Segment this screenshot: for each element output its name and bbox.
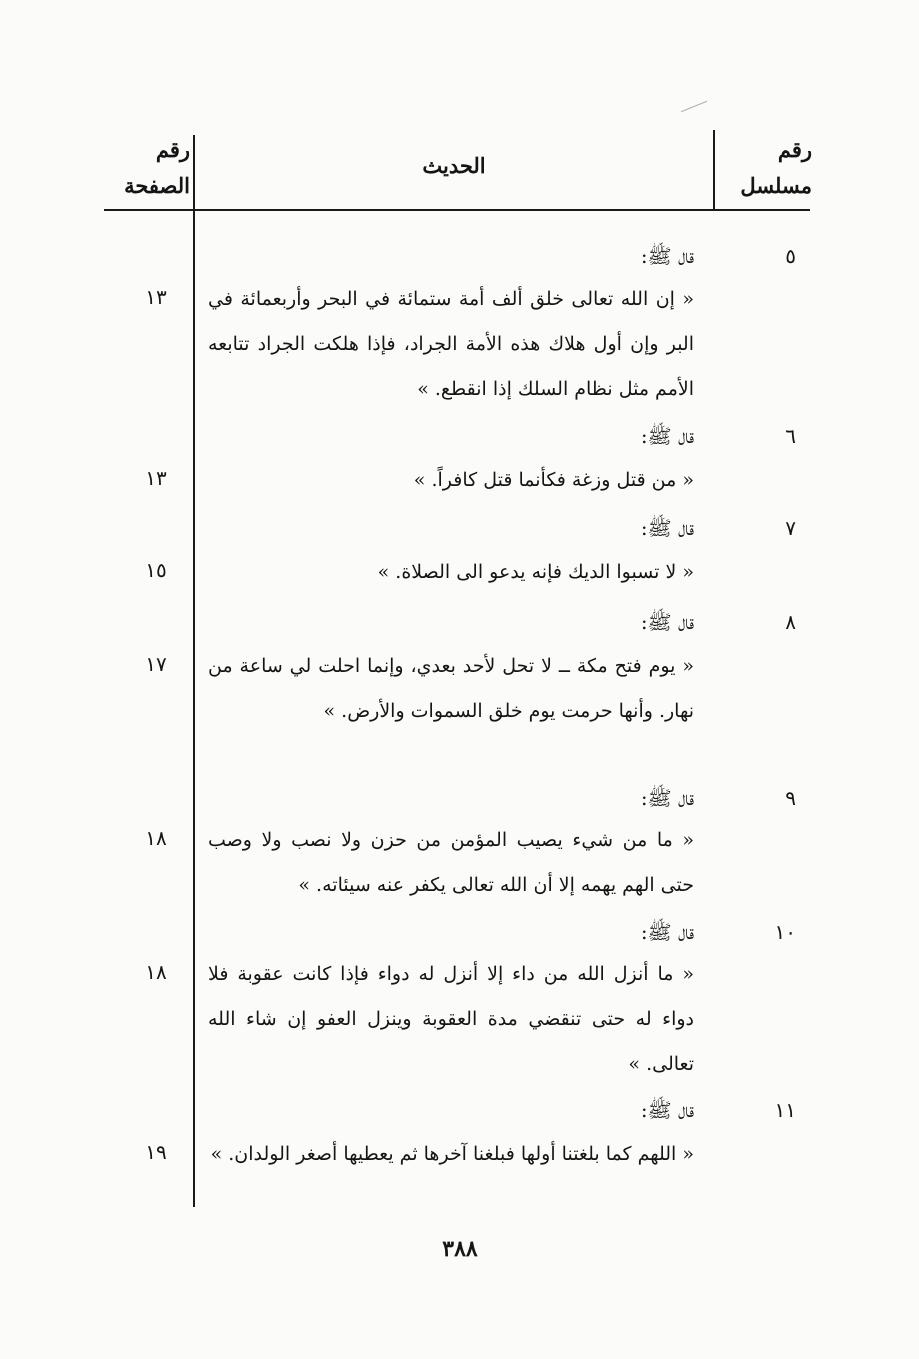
entry-page: ١٣: [145, 285, 167, 309]
entry-page: ١٣: [145, 466, 167, 490]
hadith-text: « لا تسبوا الديك فإنه يدعو الى الصلاة. »: [377, 561, 694, 583]
entry-intro: قال ﷺ:: [640, 244, 694, 268]
entry-serial: ٧: [785, 516, 796, 540]
entry-intro: قال ﷺ:: [640, 610, 694, 634]
hadith-text: « ما أنزل الله من داء إلا أنزل له دواء فإذا كانت عقوبة فلا دواء له حتى تنقضي مدة العقوبة وينزل العفو إن شاء الله تعالى. »: [208, 963, 694, 1075]
hadith-text: « إن الله تعالى خلق ألف أمة ستمائة في البحر وأربعمائة في البر وإن أول هلاك هذه الأمة الجراد، فإذا هلكت الجراد تتابعه الأمم مثل نظام السلك إذا انقطع. »: [208, 288, 694, 400]
header-serial-number: رقم مسلسل: [740, 137, 812, 198]
stray-mark: [681, 101, 707, 112]
entry-serial: ١٠: [774, 920, 796, 944]
entry-page: ١٨: [145, 826, 167, 850]
entry-page: ١٩: [145, 1140, 167, 1164]
entry-intro: قال ﷺ:: [640, 1098, 694, 1122]
hadith-text: « ما من شيء يصيب المؤمن من حزن ولا نصب ولا وصب حتى الهم يهمه إلا أن الله تعالى يكفر عنه سيئاته. »: [208, 829, 694, 896]
hadith-text: « يوم فتح مكة ــ لا تحل لأحد بعدي، وإنما احلت لي ساعة من نهار. وأنها حرمت يوم خلق السموات والأرض. »: [208, 655, 694, 722]
hadith-text: « اللهم كما بلغتنا أولها فبلغنا آخرها ثم يعطيها أصغر الولدان. »: [210, 1143, 694, 1165]
header-underline: [104, 209, 810, 211]
hadith-text: « من قتل وزغة فكأنما قتل كافراً. »: [413, 469, 694, 491]
entry-serial: ١١: [774, 1098, 796, 1122]
entry-serial: ٦: [785, 424, 796, 448]
entry-intro: قال ﷺ:: [640, 516, 694, 540]
entry-intro: قال ﷺ:: [640, 786, 694, 810]
entry-intro: قال ﷺ:: [640, 424, 694, 448]
entry-serial: ٩: [785, 786, 796, 810]
entry-page: ١٨: [145, 960, 167, 984]
page-number-footer: ٣٨٨: [442, 1236, 478, 1262]
entry-page: ١٧: [145, 652, 167, 676]
entry-serial: ٨: [785, 610, 796, 634]
header-hadith: الحديث: [422, 153, 486, 178]
entry-serial: ٥: [785, 244, 796, 268]
column-divider-page: [193, 135, 195, 1207]
header-page-number: رقم الصفحة: [124, 137, 190, 198]
column-divider-serial: [713, 130, 715, 210]
entry-page: ١٥: [145, 558, 167, 582]
entry-intro: قال ﷺ:: [640, 920, 694, 944]
